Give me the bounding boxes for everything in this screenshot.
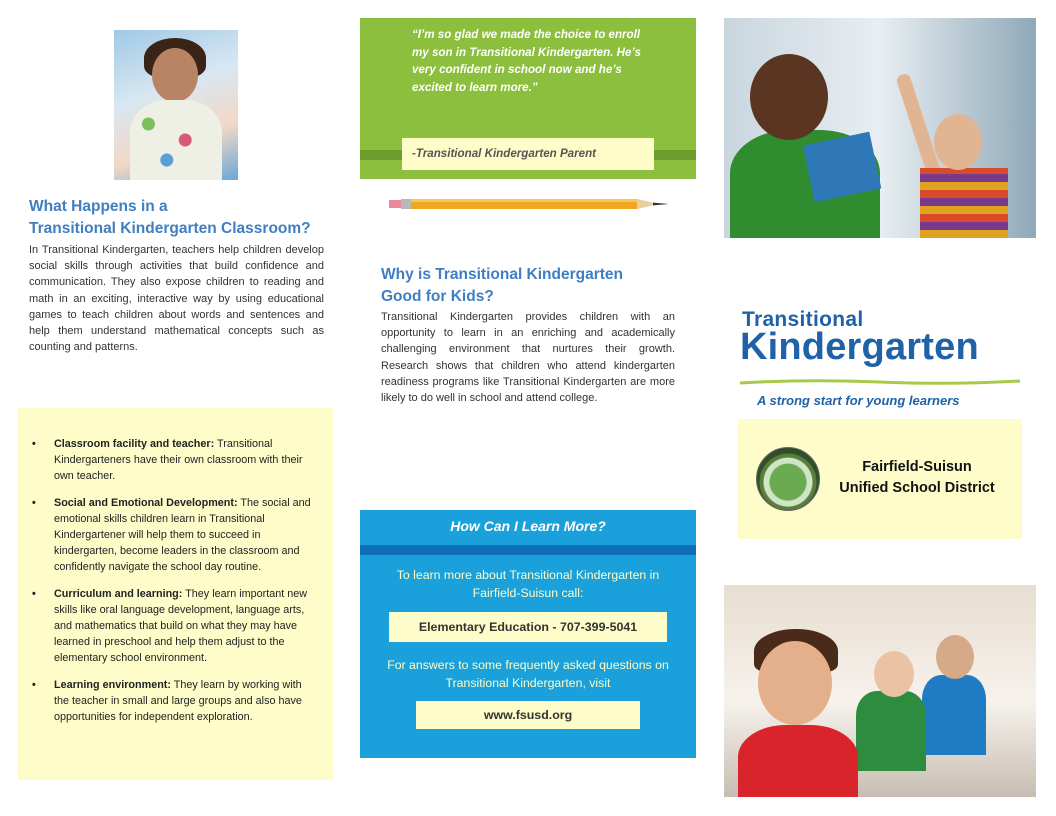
quote-attribution: -Transitional Kindergarten Parent <box>402 138 654 170</box>
classroom-heading: What Happens in a Transitional Kindergarten Classroom? <box>29 198 311 237</box>
kids-classroom-photo <box>724 585 1036 797</box>
website-link[interactable]: www.fsusd.org <box>416 701 640 729</box>
benefits-heading: Why is Transitional Kindergarten Good for Kids? <box>381 266 624 305</box>
pencil-icon <box>389 197 669 211</box>
phone-number: Elementary Education - 707-399-5041 <box>389 612 667 642</box>
district-box <box>738 419 1022 539</box>
district-name: Fairfield-Suisun Unified School District <box>839 459 995 496</box>
list-item: • Learning environment: They learn by working with the teacher in small and large groups and also have opportunities for independent exploration. <box>32 678 302 724</box>
benefits-body: Transitional Kindergarten provides children with an opportunity to learn in an enriching and academically challenging environment that nurtures their growth. Research shows that children who attend kindergarten readiness programs like Transitional Kindergarten are more likely to do well in school and attend college. <box>381 311 675 405</box>
logo-line-1: Transitional <box>742 308 864 331</box>
learn-more-box <box>360 510 696 758</box>
district-seal-icon <box>756 447 820 511</box>
learn-more-call-text: To learn more about Transitional Kindergarten in Fairfield-Suisun call: <box>396 568 660 600</box>
kids-reading-photo <box>724 18 1036 238</box>
parent-quote-box <box>360 18 696 179</box>
logo-swoosh-icon <box>740 378 1020 386</box>
tagline: A strong start for young learners <box>757 393 960 408</box>
features-list-box <box>18 408 333 780</box>
logo-line-2: Kindergarten <box>740 326 979 368</box>
list-item: • Curriculum and learning: They learn important new skills like oral language development, language arts, and mathematics that build on what they may have learned in preschool and help them adjust to the elementary school environment. <box>32 587 308 665</box>
learn-more-title: How Can I Learn More? <box>450 518 606 534</box>
list-item: • Classroom facility and teacher: Transitional Kindergarteners have their own classroom with their own teacher. <box>32 438 303 483</box>
girl-photo <box>114 30 238 180</box>
list-item: • Social and Emotional Development: The social and emotional skills children learn in Transitional Kindergartener will help them to succeed in kindergarten, become leaders in the classroom and confidently navigate the school day routine. <box>32 496 311 574</box>
learn-more-visit-text: For answers to some frequently asked questions on Transitional Kindergarten, visit <box>387 658 669 690</box>
classroom-body: In Transitional Kindergarten, teachers help children develop social skills through activities that build confidence and communication. They also expose children to reading and math in an exciting, interactive way by using educational games to teach children about words and sentences and help them understand mathematical concepts such as counting and patterns. <box>29 244 324 354</box>
parent-quote: “I’m so glad we made the choice to enroll my son in Transitional Kindergarten. He’s very confident in school now and he’s excited to learn more.” <box>412 28 641 94</box>
